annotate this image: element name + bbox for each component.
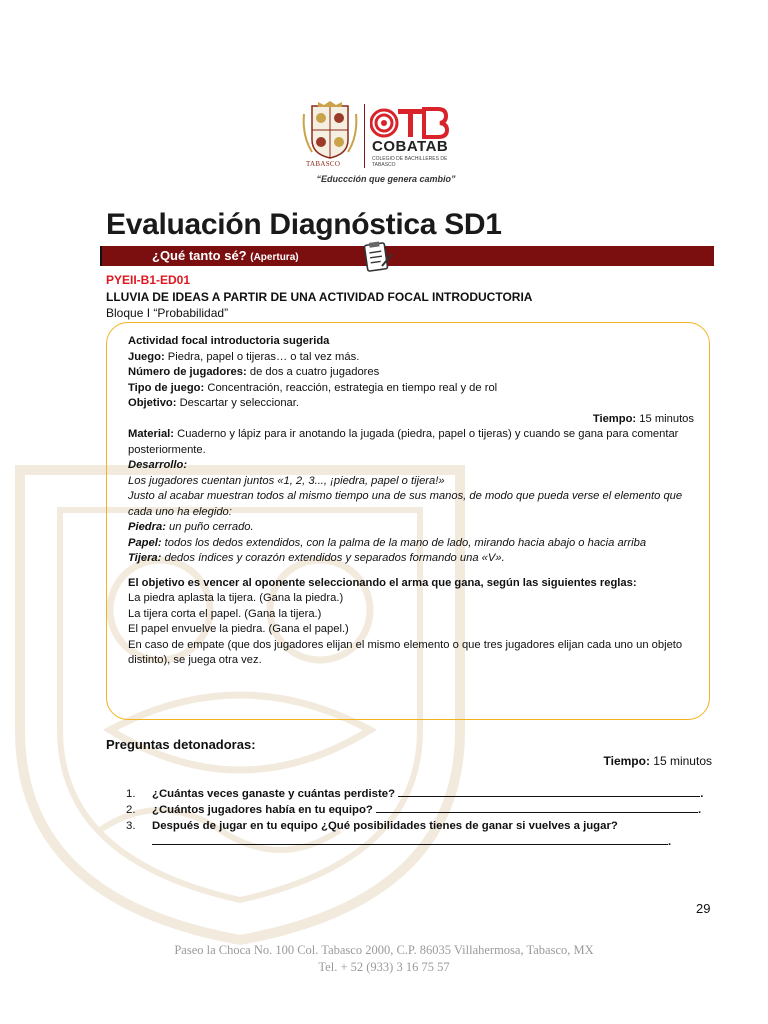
page-number: 29	[696, 901, 711, 916]
question-number: 3.	[126, 820, 136, 832]
reglas-heading: El objetivo es vencer al oponente seleccionando el arma que gana, según las siguientes reglas:	[128, 576, 637, 589]
desarrollo-heading: Desarrollo:	[128, 459, 188, 471]
question-text: ¿Cuántas veces ganaste y cuántas perdiste?	[152, 788, 396, 800]
tiempo-text: 15 minutos	[636, 412, 694, 425]
banner-text	[152, 248, 299, 263]
question-number: 2.	[126, 804, 136, 816]
papel-line	[128, 536, 694, 552]
tiempo-line	[128, 412, 694, 428]
question-2	[126, 802, 716, 818]
regla-2: La tijera corta el papel. (Gana la tijera.)	[128, 607, 322, 620]
tipo-label: Tipo de juego:	[128, 381, 205, 394]
question-3	[126, 818, 716, 850]
logo-divider	[364, 104, 365, 168]
activity-code: PYEII-B1-ED01	[106, 273, 191, 287]
material-text: Cuaderno y lápiz para ir anotando la jugada (piedra, papel o tijeras) y cuando se gana para comentar posteriormente.	[128, 428, 679, 456]
tiempo-label: Tiempo:	[592, 412, 637, 425]
questions-list	[126, 786, 716, 850]
page-title: Evaluación Diagnóstica SD1	[106, 208, 502, 241]
material-label: Material:	[128, 428, 175, 440]
question-text-wrap	[152, 786, 716, 802]
piedra-label: Piedra:	[128, 521, 166, 533]
regla-3: El papel envuelve la piedra. (Gana el papel.)	[128, 623, 349, 635]
questions-time	[500, 754, 712, 768]
objetivo-label: Objetivo:	[128, 397, 177, 409]
question-text-wrap	[152, 802, 716, 818]
question-text-wrap	[152, 818, 716, 850]
papel-label: Papel:	[128, 536, 162, 549]
juego-line	[128, 350, 694, 366]
answer-line[interactable]	[152, 835, 668, 845]
jugadores-text: de dos a cuatro jugadores	[246, 366, 380, 378]
papel-text: todos los dedos extendidos, con la palma de la mano de lado, mirando hacia abajo o hacia arriba	[161, 536, 647, 549]
question-number: 1.	[126, 788, 136, 800]
desarrollo-text-2: Justo al acabar muestran todos al mismo tiempo una de sus manos, de modo que pueda verse el elemento que cada uno ha elegido:	[128, 490, 683, 518]
answer-line[interactable]	[376, 803, 698, 813]
juego-label: Juego:	[128, 350, 165, 363]
activity-content	[128, 334, 694, 669]
empate-text: En caso de empate (que dos jugadores elijan el mismo elemento o que tres jugadores elijan cada uno un objeto distinto), se juega otra vez.	[128, 638, 683, 666]
activity-heading: Actividad focal introductoria sugerida	[128, 335, 330, 347]
questions-time-text: 15 minutos	[649, 754, 712, 768]
question-end: .	[668, 836, 672, 848]
piedra-text: un puño cerrado.	[165, 521, 254, 533]
clipboard-icon	[360, 240, 394, 272]
jugadores-label: Número de jugadores:	[128, 366, 247, 378]
footer-line-1: Paseo la Choca No. 100 Col. Tabasco 2000, C.P. 86035 Villahermosa, Tabasco, MX	[174, 943, 594, 957]
cobatab-name: COBATAB	[372, 138, 449, 155]
cobatab-subtitle: COLEGIO DE BACHILLERES DE TABASCO	[372, 156, 448, 168]
juego-text: Piedra, papel o tijeras… o tal vez más.	[164, 350, 360, 363]
questions-time-label: Tiempo:	[603, 754, 650, 768]
footer-address	[0, 942, 768, 976]
header-logos	[298, 100, 470, 192]
material-line	[128, 427, 694, 458]
regla-1: La piedra aplasta la tijera. (Gana la piedra.)	[128, 592, 344, 604]
slogan: “Educcción que genera cambio”	[316, 174, 456, 184]
banner-small-label: (Apertura)	[250, 252, 299, 263]
tijera-text: dedos índices y corazón extendidos y separados formando una «V».	[161, 552, 505, 564]
question-end: .	[698, 804, 702, 816]
tijera-label: Tijera:	[128, 552, 162, 564]
tabasco-label: TABASCO	[306, 160, 341, 168]
question-text: Después de jugar en tu equipo ¿Qué posibilidades tienes de ganar si vuelves a jugar?	[152, 820, 618, 832]
activity-subtitle: LLUVIA DE IDEAS A PARTIR DE UNA ACTIVIDAD FOCAL INTRODUCTORIA	[106, 290, 533, 304]
objetivo-text: Descartar y seleccionar.	[176, 397, 299, 409]
tipo-line	[128, 381, 694, 397]
piedra-line	[128, 520, 694, 536]
questions-title: Preguntas detonadoras:	[106, 737, 256, 752]
question-end: .	[700, 788, 704, 800]
question-text: ¿Cuántos jugadores había en tu equipo?	[152, 804, 373, 816]
question-1	[126, 786, 716, 802]
answer-line[interactable]	[398, 787, 700, 797]
cobatab-logo-icon	[370, 106, 450, 140]
footer-line-2: Tel. + 52 (933) 3 16 75 57	[318, 960, 450, 974]
spacer	[128, 567, 694, 576]
banner-label: ¿Qué tanto sé?	[152, 248, 247, 263]
objetivo-line	[128, 396, 694, 412]
desarrollo-text-1: Los jugadores cuentan juntos «1, 2, 3..., ¡piedra, papel o tijera!»	[128, 474, 445, 487]
block-label: Bloque I “Probabilidad”	[106, 306, 229, 320]
tipo-text: Concentración, reacción, estrategia en tiempo real y de rol	[204, 381, 498, 394]
tijera-line	[128, 551, 694, 567]
jugadores-line	[128, 365, 694, 381]
